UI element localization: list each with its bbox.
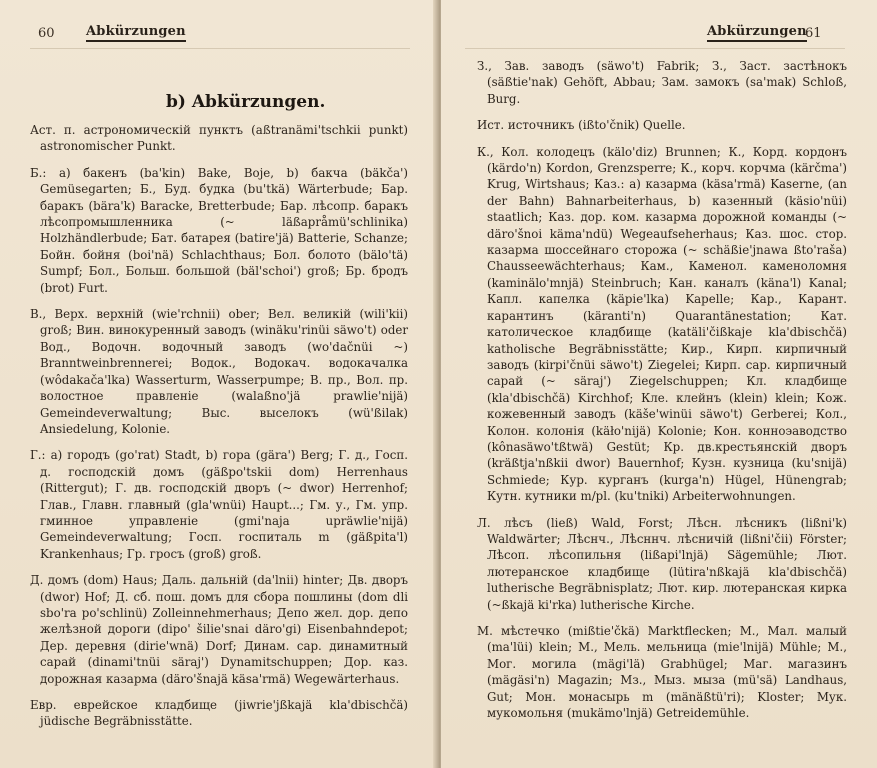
entry-text: Евр. еврейское кладбище (jiwrie'jßkajä kla'dbischčä) jüdische Begräbnisstätte.	[30, 698, 408, 729]
entry-text: В., Верх. верхнiй (wie'rchnii) ober; Вел. великiй (wili'kii) groß; Вин. винокуренный заводъ (winäku'rinüi säwo't) oder Вод., Водочн. водочный заводъ (wo'dačnüi ~) Branntweinbrennerei; Водок., Водокач. водокачалка (wôdakača'lka) Wasserturm, Wasserpumpe; В. пр., Вол. пр. волостное правленiе (walaßno'jä prawlie'nijä) Gemeindeverwaltung; Выс. выселокъ (wü'ßilak) Ansiedelung, Kolonie.	[30, 307, 408, 436]
section-title: b) Abkürzungen.	[166, 92, 326, 112]
header-rule	[465, 48, 845, 49]
running-head: Abkürzungen	[707, 24, 807, 42]
entry	[477, 117, 847, 133]
entry-text: Аст. п. астрономическiй пунктъ (aßtranämi'tschkii punkt) astronomischer Punkt.	[30, 123, 408, 154]
page-number: 61	[805, 26, 822, 41]
entry	[30, 572, 408, 687]
right-page	[441, 0, 877, 768]
running-head: Abkürzungen	[86, 24, 186, 42]
entry	[30, 697, 408, 730]
entry	[477, 515, 847, 613]
header-rule	[30, 48, 410, 49]
entry-text: Д. домъ (dom) Haus; Даль. дальнiй (da'lnii) hinter; Дв. дворъ (dwor) Hof; Д. сб. пош. домъ для сбора пошлины (dom dli sbo'ra po'schlinü) Zolleinnehmerhaus; Депо жел. дор. депо желѣзной дороги (dipo' šilie'snai däro'gi) Eisenbahndepot; Дер. деревня (dirie'wnä) Dorf; Динам. сар. динамитный сарай (dinami'tnüi säraj') Dynamitschuppen; Дор. каз. дорожная казарма (däro'šnajä käsa'rmä) Wegewärterhaus.	[30, 573, 408, 686]
entry	[477, 58, 847, 107]
entry-text: К., Кол. колодецъ (kälo'diz) Brunnen; К., Корд. кордонъ (kärdo'n) Kordon, Grenzsperre; К., корч. корчма (kärčma') Krug, Wirtshaus; Каз.: a) казарма (käsa'rmä) Kaserne, (an der Bahn) Bahnarbeiterhaus, b) казенный (käsio'nüi) staatlich; Каз. дор. ком. казарма дорожной команды (~ däro'šnoi käma'ndü) Wegeaufseherhaus; Каз. шос. стор. казарма шоссейнаго сторожа (~ schäßie'jnawa ßto'raša) Chausseewächterhaus; Кам., Каменол. каменоломня (kaminälo'mnjä) Steinbruch; Кан. каналъ (käna'l) Kanal; Капл. капелка (käpie'lka) Kapelle; Кар., Карант. карантинъ (käranti'n) Quarantänestation; Кат. католическое кладбище (katäli'čißkaje kla'dbischčä) katholische Begräbnisstätte; Кир., Кирп. кирпичный заводъ (kirpi'čnüi säwo't) Ziegelei; Кирп. сар. кирпичный сарай (~ säraj') Ziegelschuppen; Кл. кладбище (kla'dbischčä) Kirchhof; Кле. клейнъ (klein) klein; Кож. кожевенный заводъ (käše'winüi säwo't) Gerberei; Кол., Колон. колонiя (käło'nijä) Kolonie; Кон. конноэаводство (kônasäwo'tßtwä) Gestüt; Кр. дв.крестьянскiй дворъ (kräßtja'nßkii dwor) Bauernhof; Кузн. кузница (ku'snijä) Schmiede; Кур. курганъ (kurga'n) Hügel, Hünengrab; Кутн. кутники m/pl. (ku'tniki) Arbeiterwohnungen.	[477, 144, 847, 504]
right-entries	[477, 58, 847, 731]
entry	[30, 122, 408, 155]
entry	[30, 165, 408, 296]
entry-text: Л. лѣсъ (ließ) Wald, Forst; Лѣсн. лѣсникъ (lißni'k) Waldwärter; Лѣснч., Лѣсннч. лѣсничiй (lißni'čii) Förster; Лѣсоп. лѣсопильня (lißapi'lnjä) Sägemühle; Лют. лютеранское кладбище (lütira'nßkajä kla'dbischčä) lutherische Begräbnisplatz; Лют. кир. лютеранская кирка (~ßkajä ki'rka) lutherische Kirche.	[477, 515, 847, 612]
left-entries	[30, 122, 408, 740]
page-number: 60	[38, 26, 55, 41]
entry-text: Б.: a) бакенъ (ba'kin) Bake, Boje, b) бакча (bäkča') Gemüsegarten; Б., Буд. будка (bu'tkä) Wärterbude; Бар. баракъ (bära'k) Baracke, Bretterbude; Бар. лѣсопр. баракъ лѣсопромышленника (~ läßapråmü'schlinika) Holzhändlerbude; Бат. батарея (batire'jä) Batterie, Schanze; Бойн. бойня (boi'nä) Schlachthaus; Бол. болото (bälo'tä) Sumpf; Бол., Больш. большой (bäl'schoi') groß; Бр. бродъ (brot) Furt.	[30, 165, 408, 295]
entry	[477, 623, 847, 721]
entry-text: З., Зав. заводъ (säwo't) Fabrik; З., Заст. застѣнокъ (säßtie'nak) Gehöft, Abbau; Зам. замокъ (sa'mak) Schloß, Burg.	[477, 59, 847, 106]
entry	[30, 447, 408, 562]
entry	[30, 306, 408, 437]
entry-text: М. мѣстечко (mißtie'čkä) Marktflecken; М., Мал. малый (ma'lüi) klein; М., Мель. мельница (mie'lnijä) Mühle; М., Мог. могила (mägi'lä) Grabhügel; Маг. магазинъ (mägäsi'n) Magazin; Мз., Мыз. мыза (mü'sä) Landhaus, Gut; Мон. монасырь m (mänäßtü'ri); Kloster; Мук. мукомольня (mukämo'lnjä) Getreidemühle.	[477, 624, 847, 721]
left-page	[0, 0, 437, 768]
entry-text: Ист. источникъ (ißto'čnik) Quelle.	[477, 118, 686, 133]
entry	[477, 144, 847, 505]
entry-text: Г.: a) городъ (go'rat) Stadt, b) гора (gära') Berg; Г. д., Госп. д. господскiй домъ (gäßpo'tskii dom) Herrenhaus (Rittergut); Г. дв. господскiй дворъ (~ dwor) Herrenhof; Глав., Главн. главный (gla'wnüi) Haupt...; Гм. у., Гм. упр. гминное управленiе (gmi'naja upräwlie'nijä) Gemeindeverwaltung; Госп. госпиталь m (gäßpita'l) Krankenhaus; Гр. гросъ (groß) groß.	[30, 448, 408, 561]
